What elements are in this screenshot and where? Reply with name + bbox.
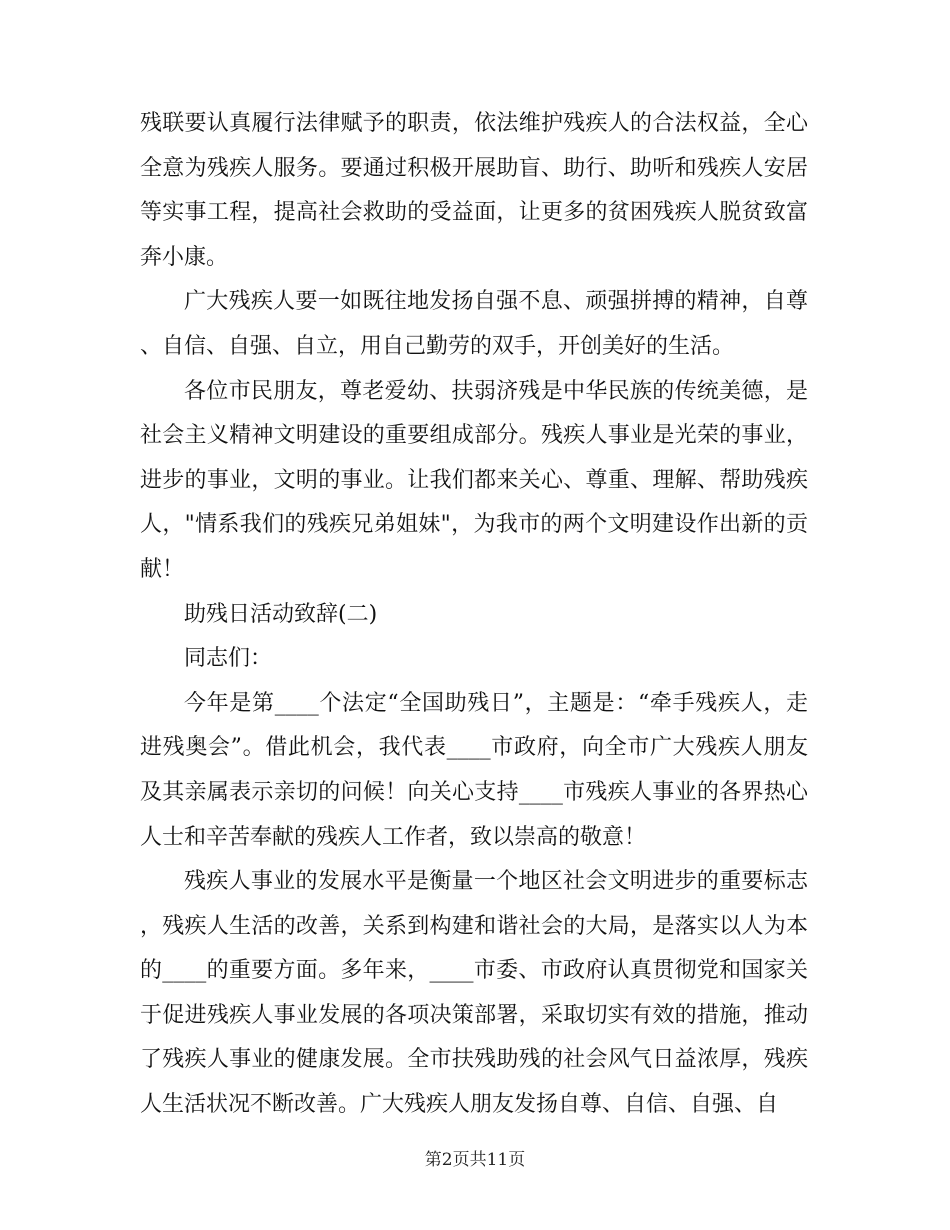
paragraph: 各位市民朋友，尊老爱幼、扶弱济残是中华民族的传统美德，是社会主义精神文明建设的重要组成部分。残疾人事业是光荣的事业，进步的事业，文明的事业。让我们都来关心、尊重、理解、帮助残疾人，"情系我们的残疾兄弟姐妹"，为我市的两个文明建设作出新的贡献！: [140, 378, 808, 582]
salutation: 同志们：: [184, 646, 273, 672]
document-body: [140, 102, 808, 1128]
paragraph: 今年是第____个法定“全国助残日”，主题是：“牵手残疾人，走进残奥会”。借此机会，我代表____市政府，向全市广大残疾人朋友及其亲属表示亲切的问候！向关心支持____市残疾人事业的各界热心人士和辛苦奉献的残疾人工作者，致以崇高的敬意！: [140, 690, 808, 850]
paragraph: 广大残疾人要一如既往地发扬自强不息、顽强拼搏的精神，自尊、自信、自强、自立，用自己勤劳的双手，开创美好的生活。: [140, 289, 808, 359]
paragraph: 残疾人事业的发展水平是衡量一个地区社会文明进步的重要标志，残疾人生活的改善，关系到构建和谐社会的大局，是落实以人为本的____的重要方面。多年来，____市委、市政府认真贯彻党和国家关于促进残疾人事业发展的各项决策部署，采取切实有效的措施，推动了残疾人事业的健康发展。全市扶残助残的社会风气日益浓厚，残疾人生活状况不断改善。广大残疾人朋友发扬自尊、自信、自强、自: [140, 869, 808, 1118]
page-footer: 第2页共11页: [424, 1150, 526, 1170]
paragraph-continuation: 残联要认真履行法律赋予的职责，依法维护残疾人的合法权益，全心全意为残疾人服务。要通过积极开展助盲、助行、助听和残疾人安居等实事工程，提高社会救助的受益面，让更多的贫困残疾人脱贫致富奔小康。: [140, 111, 808, 270]
section-heading: 助残日活动致辞(二): [184, 601, 378, 627]
